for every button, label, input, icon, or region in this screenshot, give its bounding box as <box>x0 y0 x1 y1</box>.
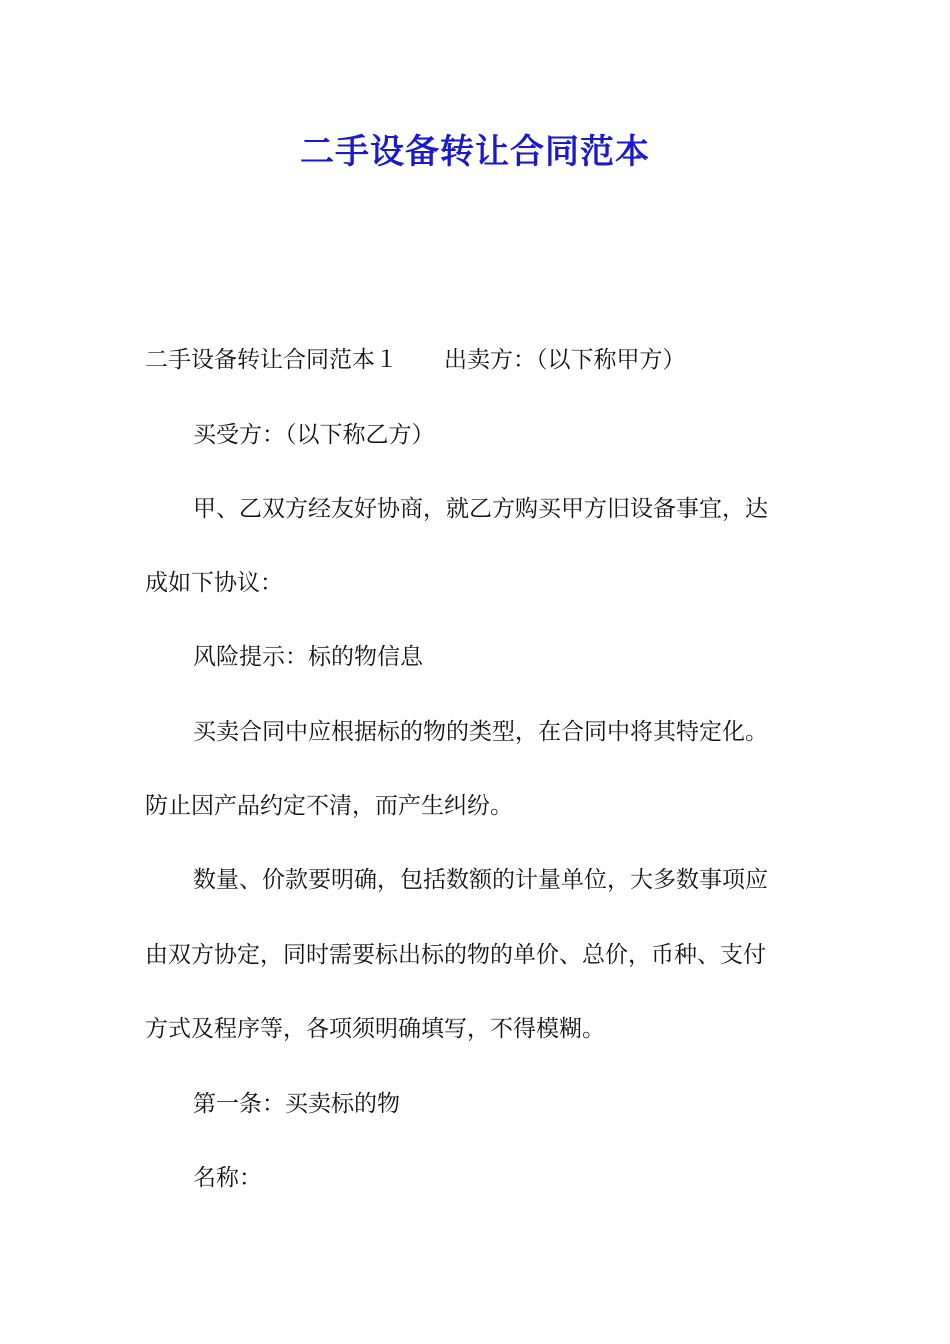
buyer-label: 买受方：（以下称乙方） <box>193 422 435 448</box>
paragraph-line-7: 防止因产品约定不清，而产生纠纷。 <box>145 793 513 819</box>
name-field-label: 名称： <box>193 1165 262 1191</box>
paragraph-line-9: 由双方协定，同时需要标出标的物的单价、总价，币种、支付 <box>145 942 766 968</box>
paragraph-line-10: 方式及程序等，各项须明确填写，不得模糊。 <box>145 1016 605 1042</box>
paragraph-line-3: 甲、乙双方经友好协商，就乙方购买甲方旧设备事宜，达 <box>193 496 768 522</box>
article-one-heading: 第一条：买卖标的物 <box>193 1091 400 1117</box>
seller-label: 出卖方：（以下称甲方） <box>444 347 686 373</box>
risk-notice-heading: 风险提示：标的物信息 <box>193 644 423 670</box>
paragraph-line-4: 成如下协议： <box>145 570 283 596</box>
contract-heading: 二手设备转让合同范本１ <box>145 347 398 373</box>
document-title: 二手设备转让合同范本 <box>300 132 650 172</box>
paragraph-line-8: 数量、价款要明确，包括数额的计量单位，大多数事项应 <box>193 867 768 893</box>
paragraph-line-6: 买卖合同中应根据标的物的类型，在合同中将其特定化。 <box>193 719 768 745</box>
paragraph-line-1 <box>145 344 810 376</box>
